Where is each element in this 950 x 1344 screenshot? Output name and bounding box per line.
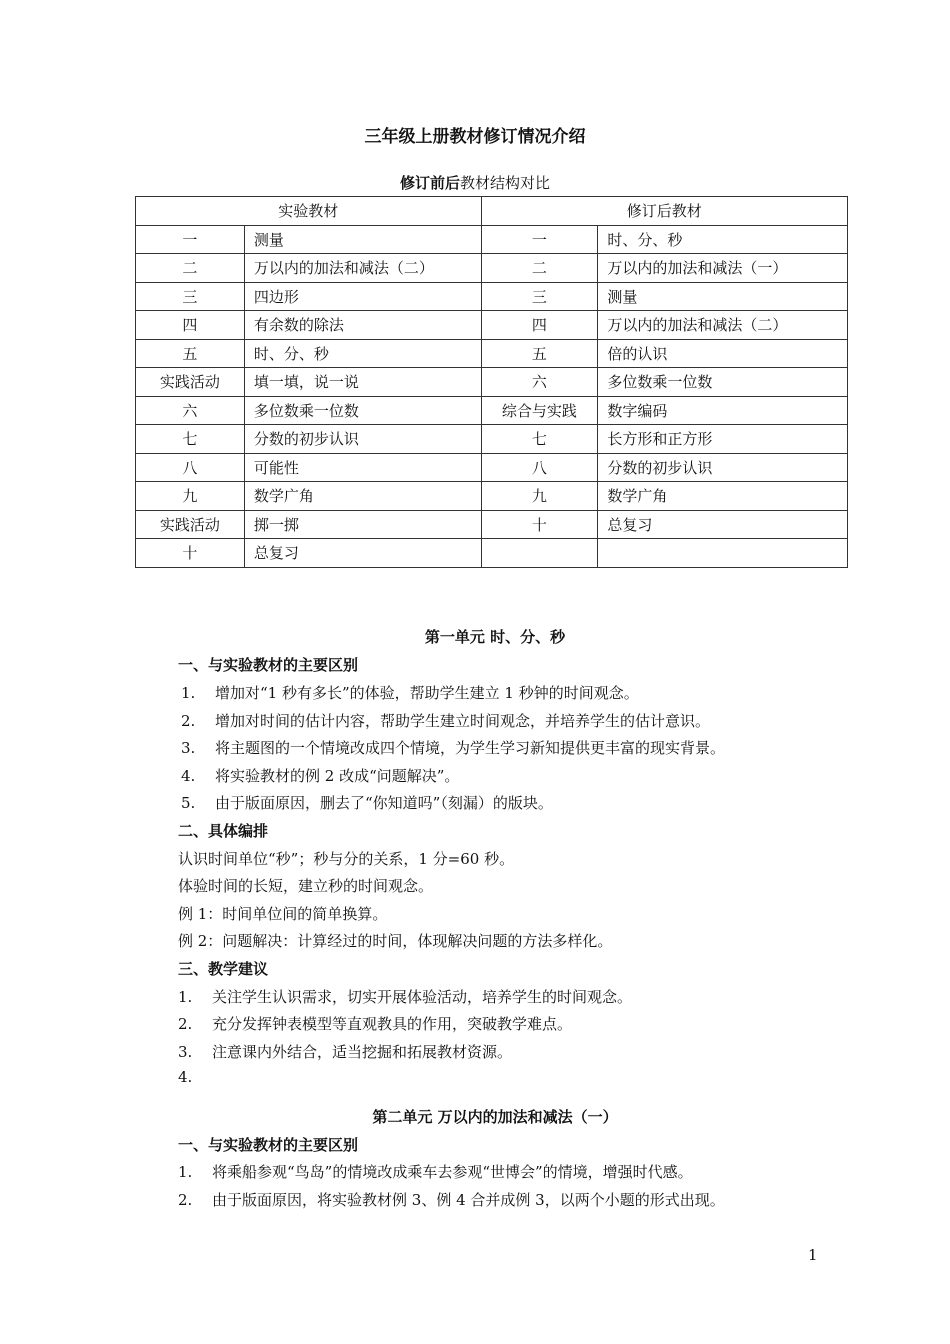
page-title: 三年级上册教材修订情况介绍 [364, 127, 586, 147]
table-row [136, 368, 848, 397]
table-caption-normal: 教材结构对比 [460, 174, 551, 192]
list-number: 4. [181, 767, 196, 785]
old-name-cell: 数学广角 [244, 482, 481, 511]
list-number: 1. [178, 1163, 193, 1181]
table-row [136, 339, 848, 368]
new-unit-cell: 六 [481, 368, 598, 397]
new-name-cell: 多位数乘一位数 [598, 368, 848, 397]
new-name-cell: 测量 [598, 282, 848, 311]
new-unit-cell: 四 [481, 311, 598, 340]
list-number: 4. [178, 1068, 193, 1086]
old-name-cell: 有余数的除法 [244, 311, 481, 340]
list-text: 由于版面原因，删去了“你知道吗”（刻漏）的版块。 [215, 794, 553, 812]
old-unit-cell: 五 [136, 339, 245, 368]
unit2-title: 第二单元 万以内的加法和减法（一） [372, 1108, 618, 1126]
old-name-cell: 万以内的加法和减法（二） [244, 254, 481, 283]
new-name-cell: 数字编码 [598, 396, 848, 425]
old-name-cell: 填一填，说一说 [244, 368, 481, 397]
list-item [178, 765, 459, 786]
list-text: 关注学生认识需求，切实开展体验活动，培养学生的时间观念。 [212, 988, 633, 1006]
list-text: 将乘船参观“鸟岛”的情境改成乘车去参观“世博会”的情境，增强时代感。 [212, 1163, 693, 1181]
list-item [178, 1041, 512, 1062]
list-item [178, 1013, 572, 1034]
list-item [178, 792, 553, 813]
new-name-cell: 分数的初步认识 [598, 453, 848, 482]
list-text: 由于版面原因，将实验教材例 3、例 4 合并成例 3，以两个小题的形式出现。 [212, 1191, 725, 1209]
list-text: 注意课内外结合，适当挖掘和拓展教材资源。 [212, 1043, 513, 1061]
list-text: 充分发挥钟表模型等直观教具的作用，突破教学难点。 [212, 1015, 573, 1033]
list-item [178, 737, 725, 758]
old-unit-cell: 实践活动 [136, 368, 245, 397]
list-item [178, 1068, 212, 1086]
new-unit-cell: 九 [481, 482, 598, 511]
table-row [136, 539, 848, 568]
old-name-cell: 总复习 [244, 539, 481, 568]
new-unit-cell: 二 [481, 254, 598, 283]
old-name-cell: 时、分、秒 [244, 339, 481, 368]
header-old-textbook: 实验教材 [136, 197, 482, 226]
new-unit-cell: 七 [481, 425, 598, 454]
old-unit-cell: 七 [136, 425, 245, 454]
list-item [178, 682, 639, 703]
unit1-heading-arrangement: 二、具体编排 [178, 822, 269, 840]
old-unit-cell: 实践活动 [136, 510, 245, 539]
table-header-row [136, 197, 848, 226]
old-name-cell: 多位数乘一位数 [244, 396, 481, 425]
list-item [178, 986, 632, 1007]
old-unit-cell: 一 [136, 225, 245, 254]
unit1-heading-differences: 一、与实验教材的主要区别 [178, 656, 359, 674]
paragraph: 认识时间单位“秒”；秒与分的关系，1 分=60 秒。 [178, 850, 515, 868]
paragraph: 例 1：时间单位间的简单换算。 [178, 905, 388, 923]
header-revised-textbook: 修订后教材 [481, 197, 848, 226]
table-row [136, 453, 848, 482]
old-unit-cell: 六 [136, 396, 245, 425]
new-name-cell [598, 539, 848, 568]
unit2-heading-differences: 一、与实验教材的主要区别 [178, 1136, 359, 1154]
list-text: 增加对时间的估计内容，帮助学生建立时间观念，并培养学生的估计意识。 [215, 712, 711, 730]
list-text: 增加对“1 秒有多长”的体验，帮助学生建立 1 秒钟的时间观念。 [215, 684, 639, 702]
list-number: 2. [181, 712, 196, 730]
old-unit-cell: 三 [136, 282, 245, 311]
list-item [178, 1161, 693, 1182]
list-number: 3. [181, 739, 196, 757]
table-row [136, 282, 848, 311]
new-name-cell: 万以内的加法和减法（一） [598, 254, 848, 283]
old-name-cell: 四边形 [244, 282, 481, 311]
old-name-cell: 掷一掷 [244, 510, 481, 539]
table-caption-bold: 修订前后 [399, 174, 460, 192]
new-unit-cell [481, 539, 598, 568]
list-item [178, 1189, 725, 1210]
paragraph: 例 2：问题解决：计算经过的时间，体现解决问题的方法多样化。 [178, 932, 613, 950]
structure-comparison-table [135, 196, 848, 568]
old-unit-cell: 九 [136, 482, 245, 511]
table-row [136, 254, 848, 283]
list-number: 2. [178, 1191, 193, 1209]
new-name-cell: 时、分、秒 [598, 225, 848, 254]
new-unit-cell: 十 [481, 510, 598, 539]
list-number: 1. [178, 988, 193, 1006]
new-unit-cell: 一 [481, 225, 598, 254]
unit1-title: 第一单元 时、分、秒 [424, 628, 566, 646]
new-name-cell: 总复习 [598, 510, 848, 539]
new-name-cell: 数学广角 [598, 482, 848, 511]
table-row [136, 425, 848, 454]
table-row [136, 311, 848, 340]
list-text: 将主题图的一个情境改成四个情境，为学生学习新知提供更丰富的现实背景。 [215, 739, 726, 757]
new-name-cell: 倍的认识 [598, 339, 848, 368]
old-unit-cell: 十 [136, 539, 245, 568]
table-row [136, 225, 848, 254]
list-number: 2. [178, 1015, 193, 1033]
new-unit-cell: 八 [481, 453, 598, 482]
list-number: 1. [181, 684, 196, 702]
table-row [136, 510, 848, 539]
table-caption [0, 172, 950, 193]
new-unit-cell: 三 [481, 282, 598, 311]
list-number: 3. [178, 1043, 193, 1061]
list-item [178, 710, 710, 731]
paragraph: 体验时间的长短，建立秒的时间观念。 [178, 877, 434, 895]
old-unit-cell: 二 [136, 254, 245, 283]
old-unit-cell: 四 [136, 311, 245, 340]
list-number: 5. [181, 794, 196, 812]
new-name-cell: 万以内的加法和减法（二） [598, 311, 848, 340]
unit1-heading-suggestions: 三、教学建议 [178, 960, 269, 978]
old-name-cell: 可能性 [244, 453, 481, 482]
new-name-cell: 长方形和正方形 [598, 425, 848, 454]
table-row [136, 482, 848, 511]
new-unit-cell: 五 [481, 339, 598, 368]
table-row [136, 396, 848, 425]
old-unit-cell: 八 [136, 453, 245, 482]
old-name-cell: 测量 [244, 225, 481, 254]
old-name-cell: 分数的初步认识 [244, 425, 481, 454]
new-unit-cell: 综合与实践 [481, 396, 598, 425]
list-text: 将实验教材的例 2 改成“问题解决”。 [215, 767, 460, 785]
page-number: 1 [808, 1246, 818, 1264]
